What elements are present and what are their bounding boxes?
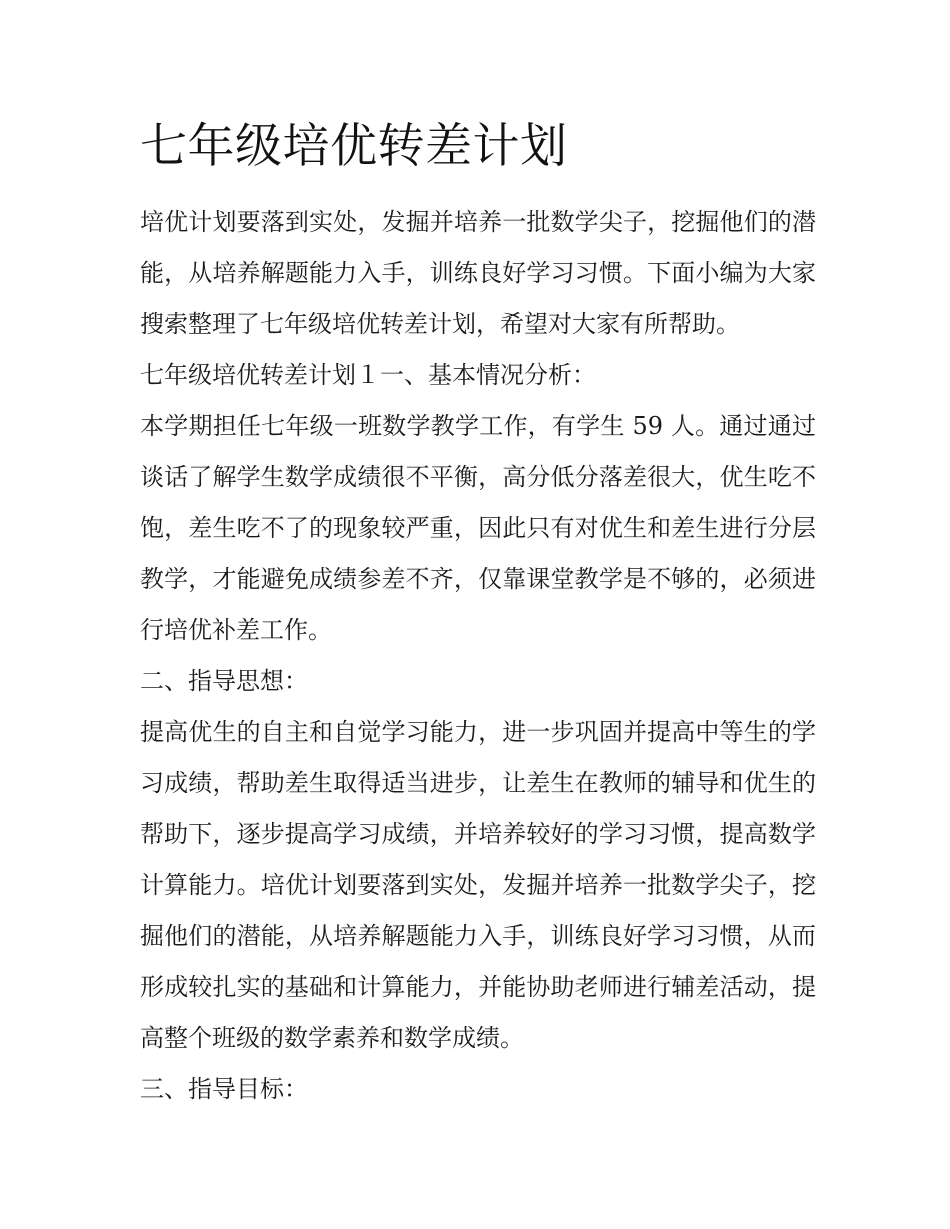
basic-analysis-paragraph: 本学期担任七年级一班数学教学工作，有学生 59 人。通过通过谈话了解学生数学成绩很不平衡，高分低分落差很大，优生吃不饱，差生吃不了的现象较严重，因此只有对优生和差生进行分层教学，才能避免成绩参差不齐，仅靠课堂教学是不够的，必须进行培优补差工作。 (140, 412, 816, 644)
guiding-ideology-paragraph: 提高优生的自主和自觉学习能力，进一步巩固并提高中等生的学习成绩，帮助差生取得适当进步，让差生在教师的辅导和优生的帮助下，逐步提高学习成绩，并培养较好的学习习惯，提高数学计算能力。培优计划要落到实处，发掘并培养一批数学尖子，挖掘他们的潜能，从培养解题能力入手，训练良好学习习惯，从而形成较扎实的基础和计算能力，并能协助老师进行辅差活动，提高整个班级的数学素养和数学成绩。 (140, 718, 816, 1052)
section-heading-guiding-ideology: 二、指导思想： (140, 667, 308, 695)
document-title: 七年级培优转差计划 (140, 119, 568, 174)
section-heading-guiding-goals: 三、指导目标： (140, 1075, 308, 1103)
section-heading-basic-analysis: 七年级培优转差计划１一、基本情况分析： (140, 361, 596, 389)
document-body (140, 197, 816, 1115)
intro-paragraph: 培优计划要落到实处，发掘并培养一批数学尖子，挖掘他们的潜能，从培养解题能力入手，训练良好学习习惯。下面小编为大家搜索整理了七年级培优转差计划，希望对大家有所帮助。 (140, 208, 816, 338)
